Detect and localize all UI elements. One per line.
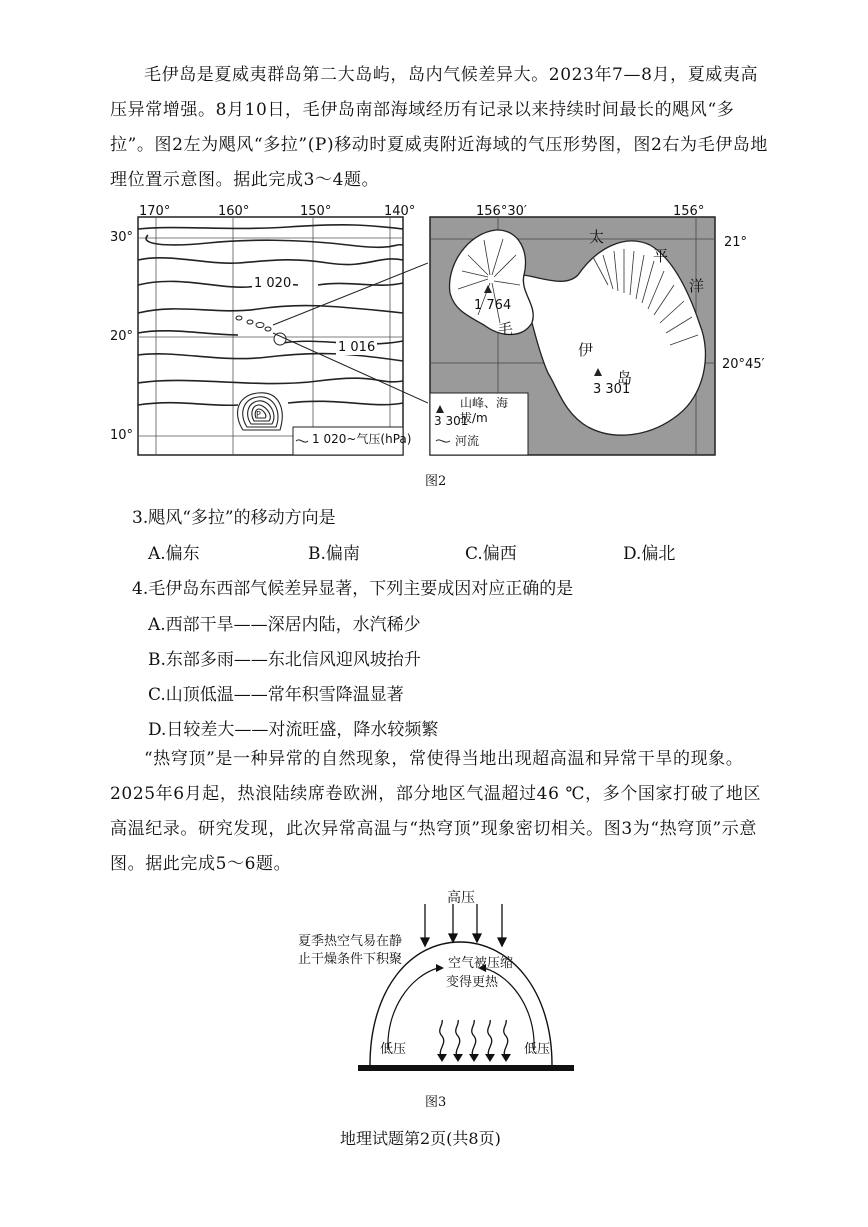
q4-option-d[interactable]: D.日较差大——对流旺盛，降水较频繁 [148, 720, 439, 740]
page-footer: 地理试题第2页(共8页) [340, 1129, 501, 1148]
question-3-stem: 3.飓风“多拉”的移动方向是 [132, 508, 336, 528]
peak-label-1764: 1 764 [474, 298, 512, 313]
lat-label-20: 20° [110, 329, 134, 344]
compression-label-2: 变得更热 [446, 975, 499, 990]
lon-label-140: 140° [384, 204, 416, 219]
intro-paragraph-2: “热穹顶”是一种异常的自然现象，常使得当地出现超高温和异常干旱的现象。2025年6月起，热浪陆续席卷欧洲，部分地区气温超过46 ℃，多个国家打破了地区高温纪录。研究发现，此次异常高温与“热穹顶”现象密切相关。图3为“热穹顶”示意图。据此完成5～6题。 [110, 749, 762, 874]
legend-isobar: 1 020~气压(hPa) [312, 432, 412, 446]
lat-label-10: 10° [110, 428, 134, 443]
legend-peak-text: 山峰、海拔/m [460, 396, 509, 425]
island-char-3: 岛 [617, 369, 633, 387]
isobar-label-1020: 1 020 [254, 276, 292, 291]
pressure-map [108, 205, 428, 460]
q3-option-d[interactable]: D.偏北 [623, 544, 676, 564]
high-pressure-label: 高压 [447, 890, 475, 906]
lon-label-170: 170° [139, 204, 171, 219]
lon-label-156-30: 156°30′ [476, 204, 527, 219]
q4-option-b[interactable]: B.东部多雨——东北信风迎风坡抬升 [148, 650, 421, 670]
sea-char-1: 太 [589, 228, 605, 246]
lat-label-21: 21° [724, 235, 748, 250]
peak-label-3301: 3 301 [593, 382, 631, 397]
q4-option-a[interactable]: A.西部干旱——深居内陆，水汽稀少 [148, 615, 421, 635]
lon-label-156: 156° [673, 204, 705, 219]
isobar-label-1016: 1 016 [338, 340, 376, 355]
question-4-stem: 4.毛伊岛东西部气候差异显著，下列主要成因对应正确的是 [132, 579, 574, 599]
compression-label-1: 空气被压缩 [448, 956, 514, 971]
q3-option-b[interactable]: B.偏南 [308, 544, 360, 564]
legend-peak-value: 3 301 [434, 414, 469, 428]
legend-river: 河流 [455, 434, 480, 448]
figure-3-caption: 图3 [425, 1095, 447, 1110]
q4-option-c[interactable]: C.山顶低温——常年积雪降温显著 [148, 685, 404, 705]
heat-note-line-2: 止干燥条件下积聚 [298, 952, 403, 967]
lon-label-160: 160° [218, 204, 250, 219]
island-char-2: 伊 [578, 341, 594, 359]
sea-char-3: 洋 [689, 277, 705, 295]
intro-paragraph-1: 毛伊岛是夏威夷群岛第二大岛屿，岛内气候差异大。2023年7—8月，夏威夷高压异常增强。8月10日，毛伊岛南部海域经历有记录以来持续时间最长的飓风“多拉”。图2左为飓风“多拉”(P)移动时夏威夷附近海域的气压形势图，图2右为毛伊岛地理位置示意图。据此完成3～4题。 [110, 65, 769, 190]
figure-2-caption: 图2 [425, 474, 447, 489]
q3-option-c[interactable]: C.偏西 [465, 544, 517, 564]
lat-label-30: 30° [110, 230, 134, 245]
low-pressure-right: 低压 [524, 1042, 551, 1057]
svg-text:P: P [256, 410, 261, 419]
q3-option-a[interactable]: A.偏东 [148, 544, 200, 564]
lat-label-20-45: 20°45′ [722, 357, 765, 372]
lon-label-150: 150° [300, 204, 332, 219]
heat-note-line-1: 夏季热空气易在静 [298, 934, 403, 949]
island-char-1: 毛 [498, 320, 514, 338]
low-pressure-left: 低压 [380, 1042, 407, 1057]
sea-char-2: 平 [653, 247, 669, 265]
